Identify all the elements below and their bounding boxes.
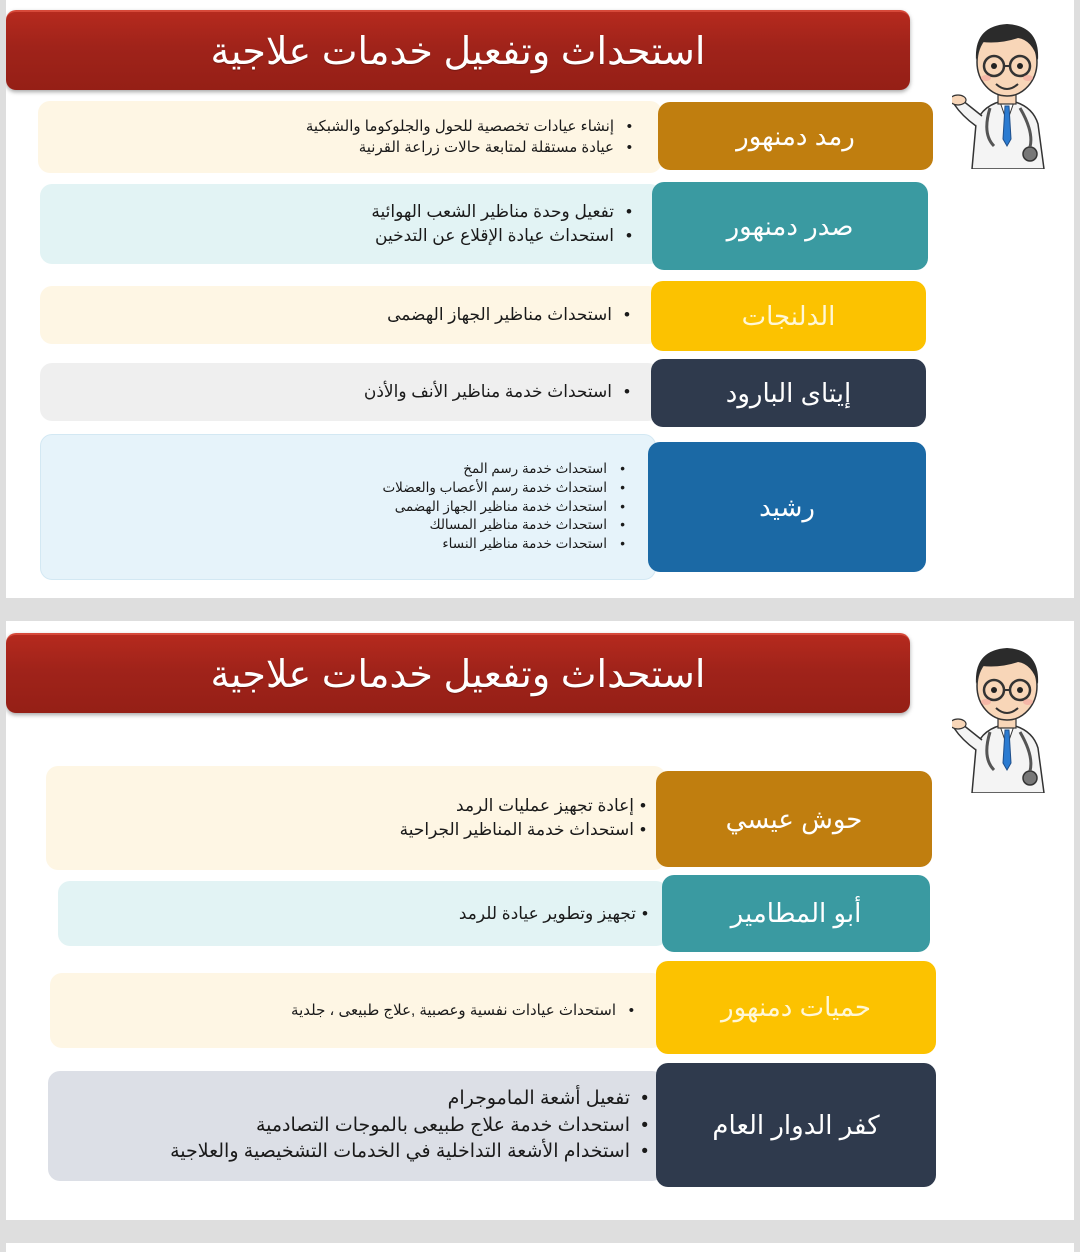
service-item: • إعادة تجهيز عمليات الرمد xyxy=(400,794,640,818)
service-item: • استحداث خدمة مناظير الجهاز الهضمى xyxy=(382,498,625,517)
service-description xyxy=(40,184,662,264)
service-row xyxy=(40,281,926,351)
hospital-label xyxy=(652,182,928,270)
hospital-name: حوش عيسي xyxy=(725,803,863,834)
hospital-name: أبو المطامير xyxy=(730,898,862,928)
hospital-label xyxy=(656,771,932,867)
service-item: • استحداث خدمة مناظير المسالك xyxy=(382,516,625,535)
service-item: • إنشاء عيادات تخصصية للحول والجلوكوما والشبكية xyxy=(306,116,632,137)
service-row xyxy=(48,1063,936,1187)
service-item: • استحداث مناظير الجهاز الهضمى xyxy=(387,303,630,327)
service-description xyxy=(40,434,656,580)
hospital-name: كفر الدوار العام xyxy=(712,1109,880,1140)
service-item: • استحداث خدمة مناظير الأنف والأذن xyxy=(364,380,630,404)
service-description xyxy=(58,881,668,946)
hospital-name: حميات دمنهور xyxy=(721,992,871,1022)
slide-title-bar xyxy=(6,10,910,90)
hospital-label xyxy=(656,961,936,1054)
service-item: • استخدام الأشعة التداخلية في الخدمات التشخيصية والعلاجية xyxy=(170,1139,648,1166)
service-row xyxy=(40,359,926,427)
service-row xyxy=(50,961,936,1054)
service-item: • استحداث خدمة رسم المخ xyxy=(382,460,625,479)
service-item: • استحداث عيادات نفسية وعصبية ,علاج طبيعى ، جلدية xyxy=(291,1000,634,1021)
doctor-illustration-icon xyxy=(952,628,1062,793)
slide-title-bar xyxy=(6,633,910,713)
hospital-name: إيتاى البارود xyxy=(725,377,852,408)
service-description xyxy=(40,363,660,421)
service-list xyxy=(459,902,642,926)
hospital-label xyxy=(648,442,926,572)
service-list xyxy=(371,200,632,248)
service-item: • استحدات خدمة مناظير النساء xyxy=(382,535,625,554)
service-list xyxy=(170,1086,648,1166)
slide-title: استحداث وتفعيل خدمات علاجية xyxy=(210,653,706,696)
service-row xyxy=(38,101,934,173)
hospital-name: رمد دمنهور xyxy=(736,120,855,151)
service-list xyxy=(291,1000,634,1021)
service-description xyxy=(38,101,662,173)
service-item: • استحداث خدمة رسم الأعصاب والعضلات xyxy=(382,479,625,498)
slide-2 xyxy=(6,621,1074,1220)
hospital-name: الدلنجات xyxy=(741,300,836,331)
service-description xyxy=(50,973,664,1048)
next-slide-edge xyxy=(6,1243,1074,1252)
service-item: • تفعيل أشعة الماموجرام xyxy=(170,1086,648,1113)
hospital-label xyxy=(651,359,926,427)
hospital-label xyxy=(658,102,933,170)
service-item: • استحداث خدمة المناظير الجراحية xyxy=(400,818,640,842)
hospital-name: صدر دمنهور xyxy=(726,210,854,241)
service-row xyxy=(40,434,926,580)
service-row xyxy=(46,766,932,870)
service-row xyxy=(58,875,930,952)
service-item: • تجهيز وتطوير عيادة للرمد xyxy=(459,902,642,926)
service-list xyxy=(364,380,630,404)
slide-1 xyxy=(6,0,1074,598)
service-row xyxy=(40,182,928,270)
service-description xyxy=(48,1071,664,1181)
service-description xyxy=(40,286,660,344)
hospital-label xyxy=(662,875,930,952)
doctor-illustration-icon xyxy=(952,4,1062,169)
hospital-name: رشيد xyxy=(759,491,815,522)
service-list xyxy=(306,116,632,158)
service-item: • عيادة مستقلة لمتابعة حالات زراعة القرنية xyxy=(306,137,632,158)
service-list xyxy=(382,460,625,554)
service-description xyxy=(46,766,666,870)
service-item: • استحداث عيادة الإقلاع عن التدخين xyxy=(371,224,632,248)
service-list xyxy=(387,303,630,327)
hospital-label xyxy=(651,281,926,351)
slide-title: استحداث وتفعيل خدمات علاجية xyxy=(210,30,706,73)
service-item: • تفعيل وحدة مناظير الشعب الهوائية xyxy=(371,200,632,224)
service-item: • استحداث خدمة علاج طبيعى بالموجات التصادمية xyxy=(170,1113,648,1140)
service-list xyxy=(400,794,640,842)
hospital-label xyxy=(656,1063,936,1187)
